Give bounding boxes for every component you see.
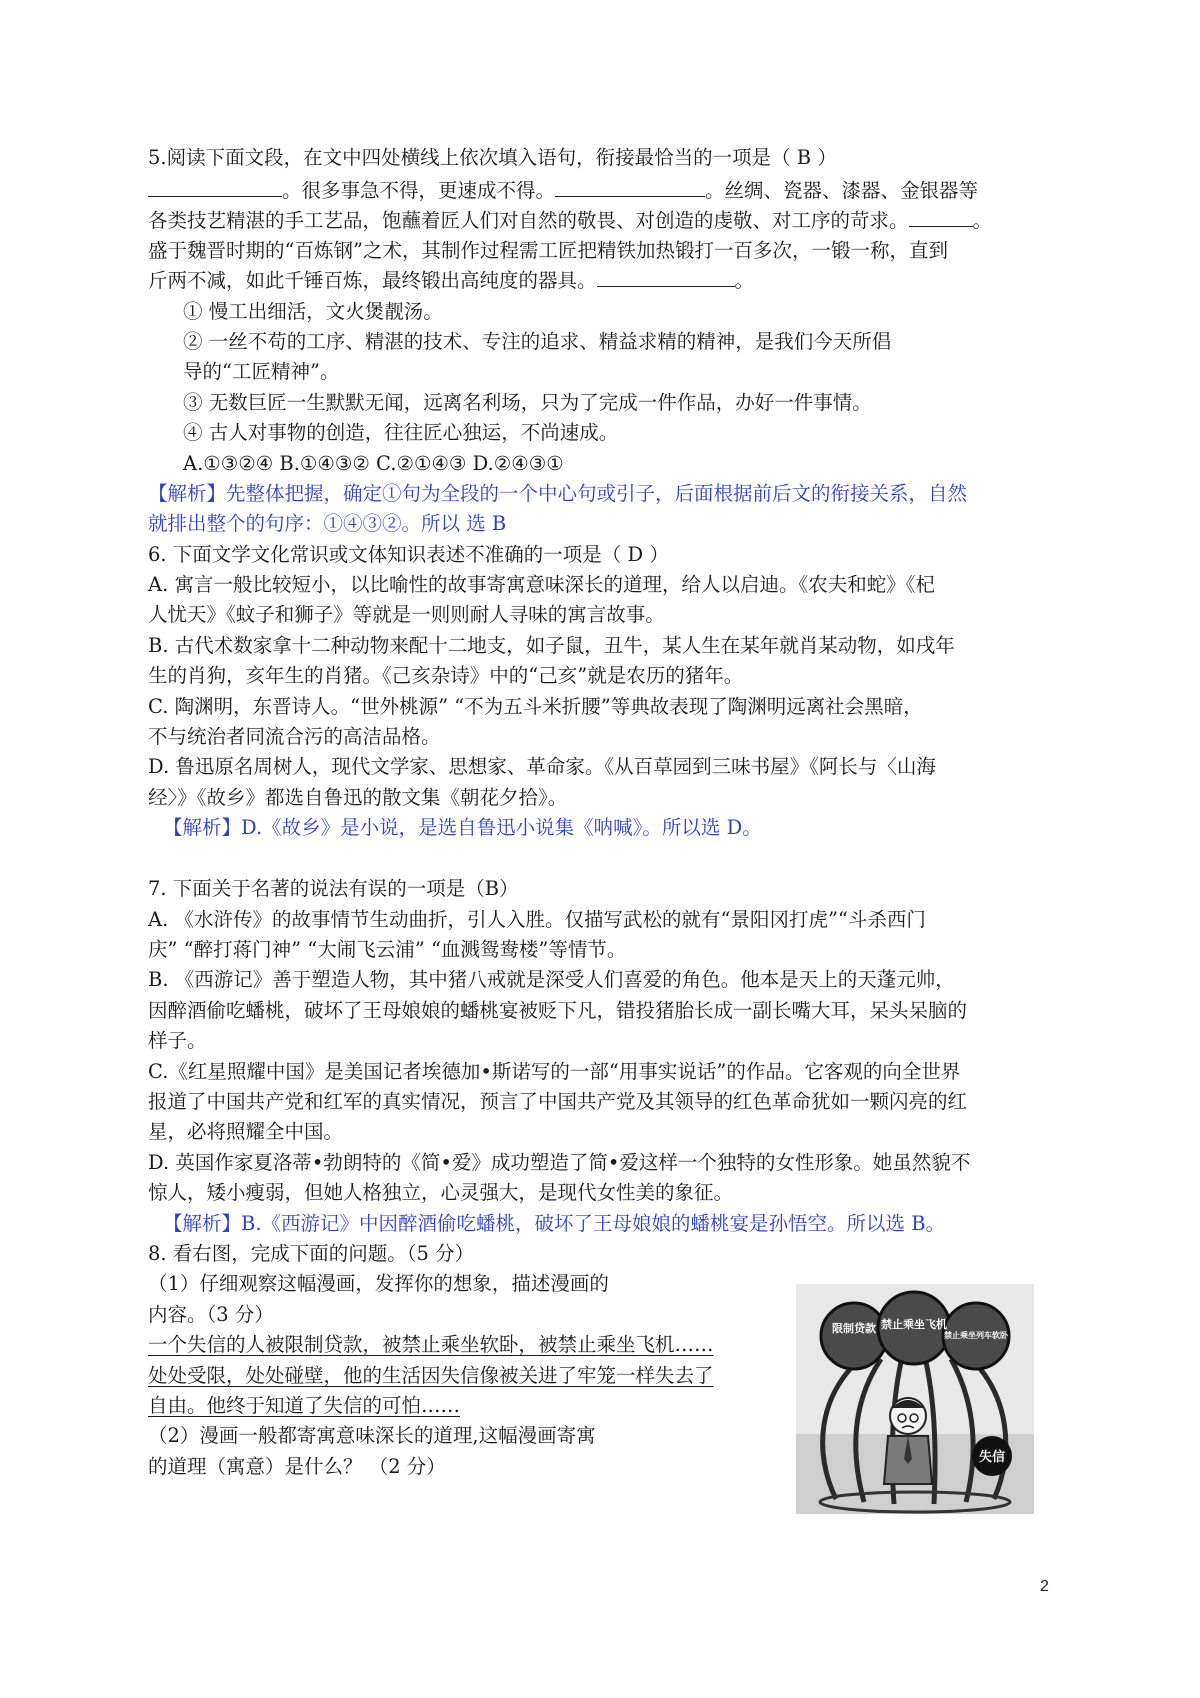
- q8-answer-line1: 一个失信的人被限制贷款，被禁止乘坐软卧，被禁止乘坐飞机……: [148, 1333, 714, 1356]
- q5-choices: A.①③②④ B.①④③② C.②①④③ D.②④③①: [183, 452, 564, 475]
- q7-option-c-3: 星，必将照耀全中国。: [148, 1120, 344, 1143]
- q5-passage-line2: [148, 206, 992, 236]
- man-figure: [884, 1398, 932, 1484]
- q5-analysis-2: 就排出整个的句序：①④③②。所以 选 B: [148, 512, 507, 535]
- q7-option-b-1: B. 《西游记》善于塑造人物，其中猪八戒就是深受人们喜爱的角色。他本是天上的天蓬元帅，: [148, 968, 955, 991]
- q7-option-d-2: 惊人，矮小瘦弱，但她人格独立，心灵强大，是现代女性美的象征。: [148, 1181, 734, 1204]
- q6-option-c-1: C. 陶渊明，东晋诗人。“世外桃源” “不为五斗米折腰”等典故表现了陶渊明远离社会黑暗，: [148, 695, 923, 718]
- q7-option-b-2: 因醉酒偷吃蟠桃，破坏了王母娘娘的蟠桃宴被贬下凡，错投猪胎长成一副长嘴大耳，呆头呆脑的: [148, 999, 968, 1022]
- q5-passage-line4: [148, 266, 754, 296]
- tag-label: 失信: [978, 1450, 1006, 1465]
- q7-option-a-2: 庆” “醉打蒋门神” “大闹飞云浦” “血溅鸳鸯楼”等情节。: [148, 938, 627, 961]
- q6-analysis: 【解析】D.《故乡》是小说，是选自鲁迅小说集《呐喊》。所以选 D。: [163, 816, 762, 839]
- q6-option-a-2: 人忧天》《蚊子和狮子》等就是一则则耐人寻味的寓言故事。: [148, 603, 665, 626]
- q8-answer-line3: 自由。他终于知道了失信的可怕……: [148, 1394, 461, 1417]
- q6-stem: 6. 下面文学文化常识或文体知识表述不准确的一项是（ D ）: [148, 543, 669, 566]
- page-number: 2: [1040, 1578, 1049, 1595]
- q5-sentence-2a: ② 一丝不苟的工序、精湛的技术、专注的追求、精益求精的精神，是我们今天所倡: [183, 330, 892, 353]
- q6-option-a-1: A. 寓言一般比较短小，以比喻性的故事寄寓意味深长的道理，给人以启迪。《农夫和蛇》《杞: [148, 573, 935, 596]
- q5-sentence-4: ④ 古人对事物的创造，往往匠心独运，不尚速成。: [183, 421, 619, 444]
- ball-label-3: 禁止乘坐列车软卧: [944, 1331, 1008, 1340]
- blank-1: [148, 176, 282, 197]
- q5-text-4: 斤两不减，如此千锤百炼，最终锻出高纯度的器具。: [148, 269, 597, 292]
- q5-passage-line1: [148, 176, 978, 206]
- q7-option-d-1: D. 英国作家夏洛蒂•勃朗特的《简•爱》成功塑造了简•爱这样一个独特的女性形象。她虽然貌不: [148, 1151, 971, 1174]
- q8-sub1-line2: 内容。（3 分）: [148, 1303, 274, 1326]
- dishonesty-cartoon: [796, 1284, 1034, 1514]
- ball-label-1: 限制贷款: [832, 1322, 876, 1335]
- q6-option-c-2: 不与统治者同流合污的高洁品格。: [148, 725, 441, 748]
- q5-sentence-3: ③ 无数巨匠一生默默无闻，远离名利场，只为了完成一件作品，办好一件事情。: [183, 391, 872, 414]
- q5-text-2: 各类技艺精湛的手工艺品，饱蘸着匠人们对自然的敬畏、对创造的虔敬、对工序的苛求。: [148, 209, 909, 232]
- q5-sentence-1: ① 慢工出细活，文火煲靓汤。: [183, 300, 443, 323]
- q5-text-4-end: 。: [734, 269, 755, 292]
- q8-answer-line2: 处处受限，处处碰壁，他的生活因失信像被关进了牢笼一样失去了: [148, 1364, 714, 1387]
- q7-option-c-2: 报道了中国共产党和红军的真实情况，预言了中国共产党及其领导的红色革命犹如一颗闪亮的红: [148, 1090, 968, 1113]
- q6-option-b-1: B. 古代术数家拿十二种动物来配十二地支，如子鼠，丑牛，某人生在某年就肖某动物，如戌年: [148, 634, 955, 657]
- q6-option-d-2: 经〉》《故乡》都选自鲁迅的散文集《朝花夕拾》。: [148, 786, 568, 809]
- blank-3: [909, 206, 973, 227]
- q5-passage-line3: 盛于魏晋时期的“百炼钢”之术，其制作过程需工匠把精铁加热锻打一百多次，一锻一称，直到: [148, 239, 948, 262]
- blank-4: [597, 266, 735, 287]
- q5-analysis-1: 【解析】先整体把握，确定①句为全段的一个中心句或引子，后面根据前后文的衔接关系，自然: [148, 482, 968, 505]
- blank-2: [555, 176, 705, 197]
- q7-option-a-1: A. 《水浒传》的故事情节生动曲折，引人入胜。仅描写武松的就有“景阳冈打虎”“斗杀西门: [148, 908, 926, 931]
- q6-option-b-2: 生的肖狗，亥年生的肖猪。《己亥杂诗》中的“己亥”就是农历的猪年。: [148, 664, 744, 687]
- q7-stem: 7. 下面关于名著的说法有误的一项是（B）: [148, 877, 519, 900]
- q7-analysis: 【解析】B.《西游记》中因醉酒偷吃蟠桃，破坏了王母娘娘的蟠桃宴是孙悟空。所以选 B。: [163, 1212, 946, 1235]
- q7-option-c-1: C.《红星照耀中国》是美国记者埃德加•斯诺写的一部“用事实说话”的作品。它客观的向全世界: [148, 1060, 961, 1083]
- q8-sub2-line1: （2）漫画一般都寄寓意味深长的道理,这幅漫画寄寓: [148, 1424, 596, 1447]
- q5-text-1a: 。很多事急不得，更速成不得。: [282, 179, 556, 202]
- q5-text-2-end: 。: [972, 209, 993, 232]
- q5-stem: 5.阅读下面文段，在文中四处横线上依次填入语句，衔接最恰当的一项是（ B ）: [148, 146, 837, 169]
- ball-label-2: 禁止乘坐飞机: [881, 1318, 947, 1331]
- q5-sentence-2b: 导的“工匠精神”。: [183, 360, 340, 383]
- q6-option-d-1: D. 鲁迅原名周树人，现代文学家、思想家、革命家。《从百草园到三味书屋》《阿长与〈山海: [148, 755, 936, 778]
- q8-sub2-line2: 的道理（寓意）是什么？ （2 分）: [148, 1455, 446, 1478]
- q8-stem: 8. 看右图，完成下面的问题。（5 分）: [148, 1242, 475, 1265]
- q8-sub1-line1: （1）仔细观察这幅漫画，发挥你的想象，描述漫画的: [148, 1272, 609, 1295]
- q7-option-b-3: 样子。: [148, 1029, 207, 1052]
- q5-text-1b: 。丝绸、瓷器、漆器、金银器等: [705, 179, 979, 202]
